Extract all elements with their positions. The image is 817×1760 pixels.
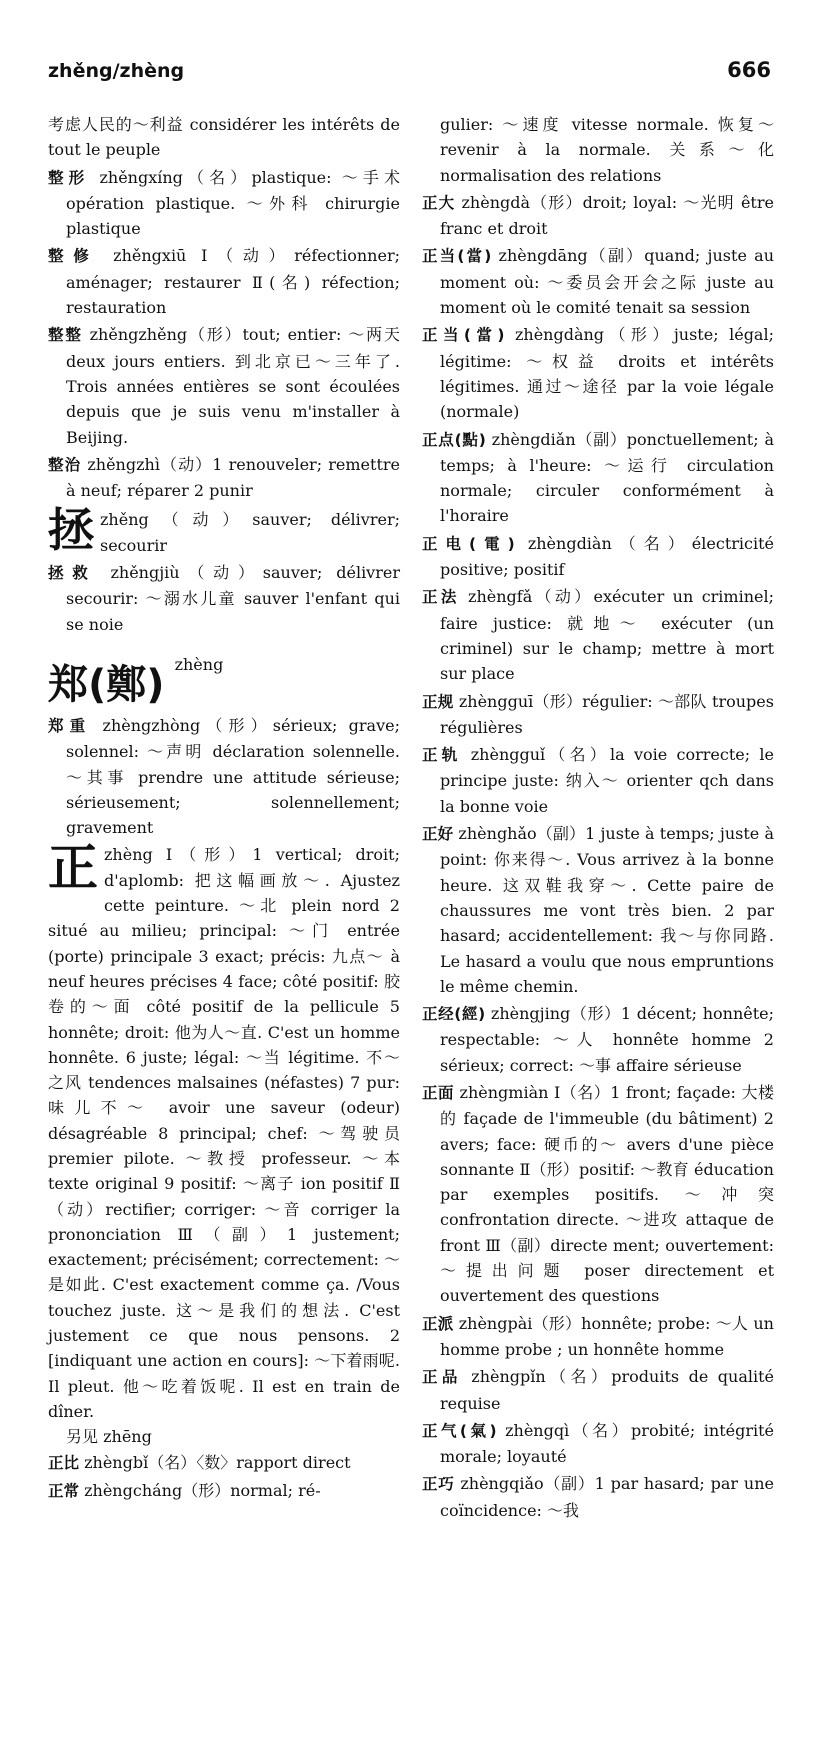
- entry-headword: 正巧: [422, 1475, 455, 1494]
- entry-headword: 正大: [422, 193, 456, 212]
- entry-headword: 正面: [422, 1083, 454, 1102]
- entry-definition: zhèngbǐ（名）〈数〉rapport direct: [79, 1452, 351, 1472]
- dictionary-entry: [422, 584, 774, 686]
- entry-character: 拯: [48, 503, 94, 558]
- entry-definition: zhènghǎo（副）1 juste à temps; juste à point: 你来得～. Vous arrivez à la bonne heure. 这双鞋我穿～. Cette paire de chaussures me vont très bien. 2 par hasard; accidentellement: 我～与你同路. Le hasard a voulu que nous empruntions le même chemin.: [440, 824, 774, 996]
- entry-definition: zhèngjing（形）1 décent; honnête; respectable: ～人 honnête homme 2 sérieux; correct: ～事 affaire sérieuse: [440, 1004, 775, 1075]
- dictionary-entry: [422, 742, 774, 819]
- entry-character: 正: [48, 839, 98, 898]
- entry-definition: zhèngmiàn Ⅰ（名）1 front; façade: 大楼的 façade de l'immeuble (du bâtiment) 2 avers; face: 硬币的～ avers d'une pièce sonnante Ⅱ（形）positif: ～教育 éducation par exemples positifs. ～冲突 confrontation directe. ～进攻 attaque de front Ⅲ（副）directe ment; ouvertement: ～提出问题 poser directement et ouvertement des questions: [440, 1082, 774, 1306]
- entry-headword: 正好: [422, 825, 454, 844]
- entry-headword: 正法: [422, 588, 460, 607]
- entry-headword: 正规: [422, 692, 454, 711]
- dictionary-entry: [422, 1311, 774, 1363]
- dictionary-entry: [48, 1450, 400, 1476]
- dictionary-entry: [48, 560, 400, 637]
- dictionary-entry: [422, 243, 774, 320]
- entry-headword: 正轨: [422, 746, 462, 765]
- entry-definition: zhèngdàng（形）juste; légal; légitime: ～权益 droits et intérêts légitimes. 通过～途径 par la voie légale (normale): [440, 325, 774, 422]
- entry-definition: zhèngdiǎn（副）ponctuellement; à temps; à l'heure: ～运行 circulation normale; circuler conformément à l'horaire: [440, 429, 774, 526]
- entry-definition: zhèngdiàn（名）électricité positive; positif: [440, 533, 774, 580]
- entry-definition: zhèngpài（形）honnête; probe: ～人 un homme probe ; un honnête homme: [440, 1313, 774, 1359]
- entry-definition: zhèngpǐn（名）produits de qualité requise: [440, 1367, 774, 1413]
- entry-headword: 正常: [48, 1481, 80, 1500]
- entry-headword: 郑重: [48, 716, 92, 735]
- entry-headword: 正当(當): [422, 326, 505, 345]
- dictionary-entry: [422, 1418, 774, 1470]
- left-column: [48, 112, 400, 1506]
- entry-headword: 正比: [48, 1453, 80, 1472]
- entry-definition: zhěngxíng（名）plastique: ～手术 opération plastique. ～外科 chirurgie plastique: [66, 167, 400, 239]
- dictionary-entry: [48, 713, 400, 840]
- dictionary-entry: [422, 427, 774, 529]
- entry-headword: 正经(經): [422, 1005, 486, 1024]
- entry-definition: zhèngqì（名）probité; intégrité morale; loyauté: [440, 1420, 774, 1467]
- dictionary-entry: [48, 322, 400, 449]
- entry-definition: zhèngzhòng（形）sérieux; grave; solennel: ～声明 déclaration solennelle. ～其事 prendre une attitude sérieuse; sérieusement; solennellement; gravement: [66, 715, 400, 838]
- entry-definition: zhèngqiǎo（副）1 par hasard; par une coïncidence: ～我: [440, 1474, 774, 1520]
- heading-pinyin: zhèng: [174, 654, 224, 674]
- entry-definition: zhèngfǎ（动）exécuter un criminel; faire justice: 就地～ exécuter (un criminel) sur le champ; mettre à mort sur place: [440, 587, 774, 684]
- entry-headword: 拯救: [48, 564, 97, 583]
- entry-headword: 整形: [48, 168, 90, 187]
- entry-headword: 正当(當): [422, 247, 492, 266]
- dictionary-entry: [422, 1364, 774, 1416]
- dictionary-entry: [422, 190, 774, 242]
- entry-definition: zhèngcháng（形）normal; ré-: [79, 1480, 321, 1500]
- entry-definition: zhèngguǐ（名）la voie correcte; le principe juste: 纳入～ orienter qch dans la bonne voie: [440, 745, 774, 816]
- entry-definition: zhěng（动）sauver; délivrer; secourir: [100, 510, 400, 555]
- character-entry: [48, 503, 400, 558]
- entry-headword: 正点(點): [422, 430, 486, 449]
- dictionary-entry: [422, 821, 774, 999]
- entry-definition: zhèngguī（形）régulier: ～部队 troupes régulières: [440, 691, 774, 737]
- dictionary-entry: [422, 322, 774, 424]
- entry-continuation: 考虑人民的～利益 considérer les intérêts de tout le peuple: [48, 115, 400, 160]
- character-entry: [48, 839, 400, 1424]
- heading-character: 郑(鄭): [48, 661, 165, 708]
- entry-headword: 整整: [48, 326, 83, 345]
- entry-headword: 整修: [48, 247, 99, 266]
- page-header-headwords: zhěng/zhèng: [48, 60, 185, 82]
- dictionary-entry: [422, 1080, 774, 1309]
- entry-headword: 整治: [48, 455, 82, 474]
- entry-definition: zhèng Ⅰ（形）1 vertical; droit; d'aplomb: 把这幅画放～. Ajustez cette peinture. ～北 plein nord 2 situé au milieu; principal: ～门 entrée (porte) principale 3 exact; précis: 九点～ à neuf heures précises 4 face; côté positif: 胶卷的～面 côté positif de la pellicule 5 honnête; droit: 他为人～直. C'est un homme honnête. 6 juste; légal: ～当 légitime. 不～之风 tendences malsaines (néfastes) 7 pur: 味儿不～ avoir une saveur (odeur) désagréable 8 principal; chef: ～驾驶员 premier pilote. ～教授 professeur. ～本 texte original 9 positif: ～离子 ion positif Ⅱ（动）rectifier; corriger: ～音 corriger la prononciation Ⅲ（副）1 justement; exactement; précisément; correctement: ～是如此. C'est exactement comme ça. /Vous touchez juste. 这～是我们的想法. C'est justement ce que nous pensons. 2 [indiquant une action en cours]: ～下着雨呢. Il pleut. 他～吃着饭呢. Il est en train de dîner.: [48, 845, 400, 1421]
- entry-headword: 正电(電): [422, 534, 515, 553]
- entry-definition: zhěngjiù（动）sauver; délivrer secourir: ～溺水儿童 sauver l'enfant qui se noie: [66, 563, 400, 634]
- entry-continuation: gulier: ～速度 vitesse normale. 恢复～ revenir à la normale. 关系～化 normalisation des relations: [440, 115, 774, 185]
- dictionary-entry: [422, 1001, 774, 1078]
- entry-definition: zhèngdāng（副）quand; juste au moment où: ～委员会开会之际 juste au moment où le comité tenait sa session: [440, 246, 774, 318]
- entry-definition: zhěngzhěng（形）tout; entier: ～两天 deux jours entiers. 到北京已～三年了. Trois années entières se sont écoulées depuis que je suis venu m'installer à Beijing.: [66, 325, 400, 447]
- dictionary-entry: [48, 243, 400, 320]
- entry-definition: zhěngzhì（动）1 renouveler; remettre à neuf; réparer 2 punir: [66, 454, 400, 501]
- page-number: 666: [727, 58, 771, 82]
- dictionary-entry: [48, 165, 400, 242]
- dictionary-entry: [422, 1471, 774, 1523]
- dictionary-entry: [48, 452, 400, 504]
- entry-headword: 正品: [422, 1368, 462, 1387]
- right-column: [422, 112, 774, 1525]
- entry-definition: zhèngdà（形）droit; loyal: ～光明 être franc et droit: [440, 192, 774, 239]
- dictionary-entry: [422, 531, 774, 583]
- dictionary-entry: [422, 689, 774, 741]
- character-heading: [48, 641, 400, 709]
- entry-headword: 正派: [422, 1314, 454, 1333]
- entry-headword: 正气(氣): [422, 1421, 497, 1440]
- entry-definition: zhěngxiū Ⅰ（动）réfectionner; aménager; restaurer Ⅱ(名) réfection; restauration: [66, 246, 400, 318]
- dictionary-entry: [48, 1478, 400, 1504]
- see-also-note: 另见 zhēng: [66, 1427, 152, 1447]
